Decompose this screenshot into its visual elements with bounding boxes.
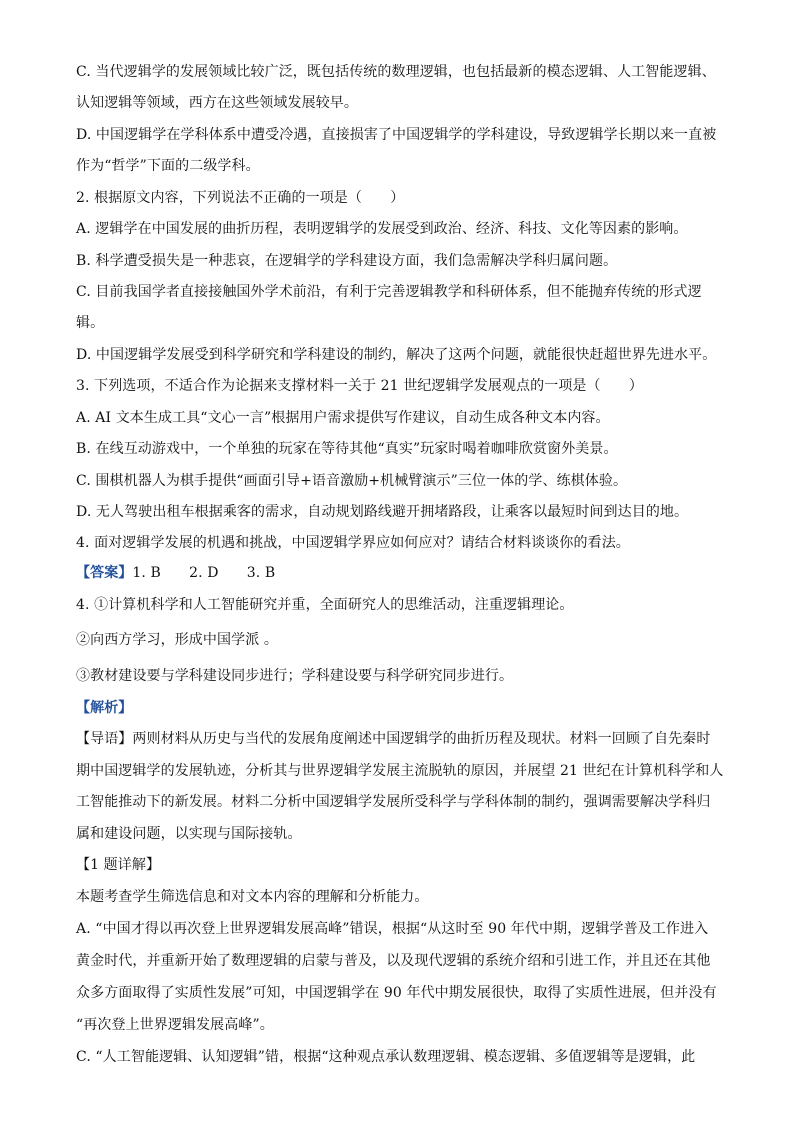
detail-line: C. “人工智能逻辑、认知逻辑”错，根据“这种观点承认数理逻辑、模态逻辑、多值逻辑等是逻辑，此 <box>76 1049 696 1065</box>
text-line: C. 当代逻辑学的发展领域比较广泛，既包括传统的数理逻辑，也包括最新的模态逻辑、人工智能逻辑、 <box>76 64 716 80</box>
text-line: A. AI 文本生成工具“文心一言”根据用户需求提供写作建议，自动生成各种文本内容。 <box>76 410 610 426</box>
detail-line: “再次登上世界逻辑发展高峰”。 <box>76 1017 274 1033</box>
answer-line <box>76 563 275 583</box>
answer-line: ②向西方学习，形成中国学派 。 <box>76 632 278 648</box>
text-line: D. 无人驾驶出租车根据乘客的需求，自动规划路线避开拥堵路段，让乘客以最短时间到达目的地。 <box>76 504 689 520</box>
detail-line: A. “中国才得以再次登上世界逻辑发展高峰”错误，根据“从这时至 90 年代中期，逻辑学普及工作进入 <box>76 921 709 937</box>
answer-line: 4. ①计算机科学和人工智能研究并重，全面研究人的思维活动，注重逻辑理论。 <box>76 597 574 613</box>
text-line: D. 中国逻辑学发展受到科学研究和学科建设的制约，解决了这两个问题，就能很快赶超世界先进水平。 <box>76 347 717 363</box>
intro-line: 工智能推动下的新发展。材料二分析中国逻辑学发展所受科学与学科体制的制约，强调需要解决学科归 <box>76 794 711 810</box>
answer-tag: 【答案】 <box>76 565 133 581</box>
detail-tag: 【1 题详解】 <box>76 857 161 873</box>
detail-line: 众多方面取得了实质性发展”可知，中国逻辑学在 90 年代中期发展很快，取得了实质性进展，但并没有 <box>76 985 717 1001</box>
text-line: 认知逻辑等领域，西方在这些领域发展较早。 <box>76 95 358 111</box>
text-line: C. 目前我国学者直接接触国外学术前沿，有利于完善逻辑教学和科研体系，但不能抛弃传统的形式逻 <box>76 284 702 300</box>
intro-line: 属和建设问题，以实现与国际接轨。 <box>76 826 302 842</box>
question-4: 4. 面对逻辑学发展的机遇和挑战，中国逻辑学界应如何应对？请结合材料谈谈你的看法。 <box>76 535 630 551</box>
detail-line: 黄金时代，并重新开始了数理逻辑的启蒙与普及，以及现代逻辑的系统介绍和引进工作，并且还在其他 <box>76 953 711 969</box>
question-2: 2. 根据原文内容，下列说法不正确的一项是（ ） <box>76 190 405 206</box>
text-line: B. 科学遭受损失是一种悲哀，在逻辑学的学科建设方面，我们急需解决学科归属问题。 <box>76 253 618 269</box>
text-line: 作为“哲学”下面的二级学科。 <box>76 158 260 174</box>
text-line: 辑。 <box>76 315 105 331</box>
text-line: B. 在线互动游戏中，一个单独的玩家在等待其他“真实”玩家时喝着咖啡欣赏窗外美景。 <box>76 441 618 457</box>
answer-items: 1. B 2. D 3. B <box>132 565 276 581</box>
text-line: D. 中国逻辑学在学科体系中遭受冷遇，直接损害了中国逻辑学的学科建设，导致逻辑学长期以来一直被 <box>76 127 717 143</box>
detail-line: 本题考查学生筛选信息和对文本内容的理解和分析能力。 <box>76 889 429 905</box>
answer-line: ③教材建设要与学科建设同步进行；学科建设要与科学研究同步进行。 <box>76 668 514 684</box>
intro-line: 期中国逻辑学的发展轨迹，分析其与世界逻辑学发展主流脱轨的原因，并展望 21 世纪在计算机科学和人 <box>76 763 724 779</box>
intro-line: 【导语】两则材料从历史与当代的发展角度阐述中国逻辑学的曲折历程及现状。材料一回顾了自先秦时 <box>76 731 711 747</box>
text-line: C. 围棋机器人为棋手提供“画面引导+语音激励+机械臂演示”三位一体的学、练棋体验。 <box>76 473 628 489</box>
analysis-tag: 【解析】 <box>76 700 133 716</box>
text-line: A. 逻辑学在中国发展的曲折历程，表明逻辑学的发展受到政治、经济、科技、文化等因素的影响。 <box>76 221 688 237</box>
question-3: 3. 下列选项，不适合作为论据来支撑材料一关于 21 世纪逻辑学发展观点的一项是（ ） <box>76 378 643 394</box>
